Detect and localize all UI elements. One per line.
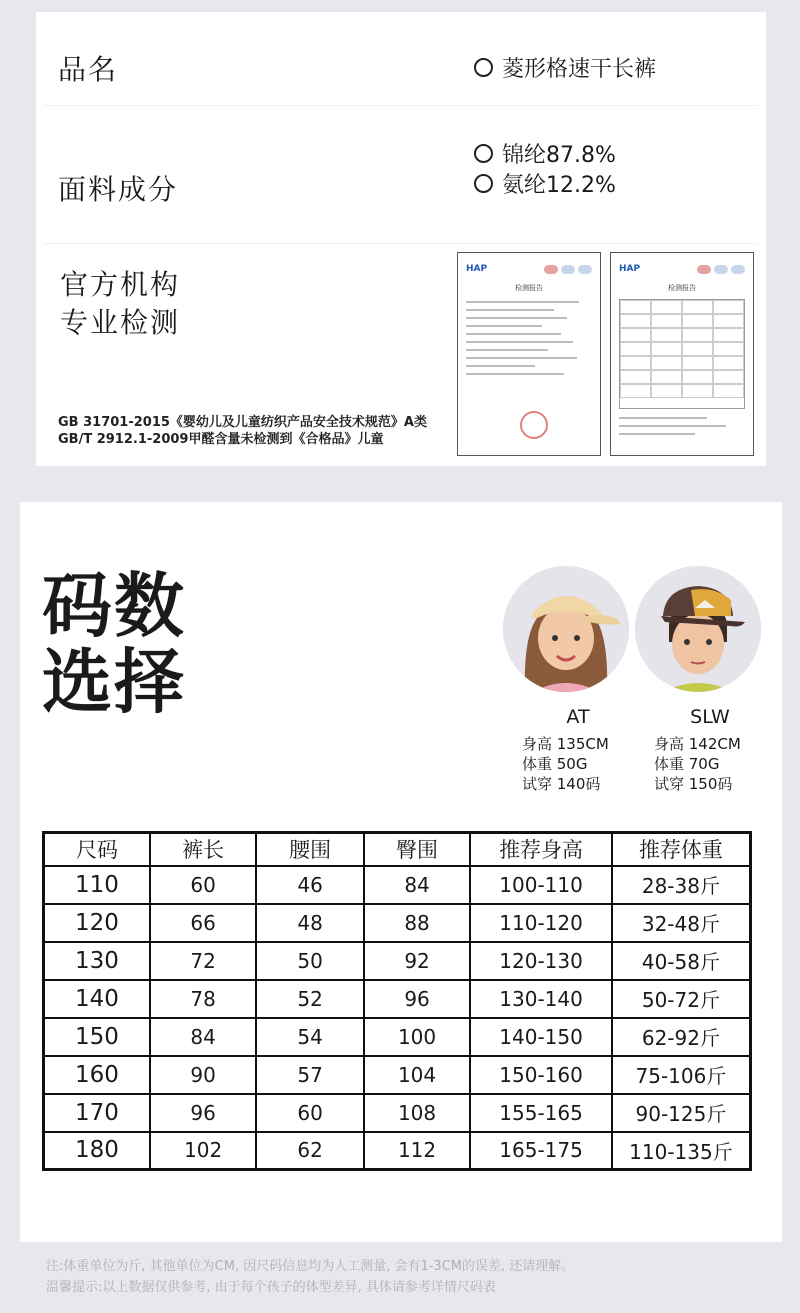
standard-line-1: GB 31701-2015《婴幼儿及儿童纺织产品安全技术规范》A类	[58, 415, 427, 430]
fabric-item-text: 氨纶12.2%	[502, 173, 616, 198]
note-line-1: 注:体重单位为斤, 其他单位为CM, 因尺码信息均为人工测量, 会有1-3CM的误差, 还请理解。	[46, 1259, 575, 1274]
table-row	[44, 1094, 751, 1132]
table-cell: 57	[256, 1056, 363, 1094]
model-card-at	[500, 566, 632, 794]
product-name-label: 品名	[58, 53, 119, 86]
size-cell: 130	[44, 942, 150, 980]
size-cell: 170	[44, 1094, 150, 1132]
table-cell: 130-140	[470, 980, 612, 1018]
table-cell: 32-48斤	[612, 904, 751, 942]
table-row	[44, 942, 751, 980]
size-cell: 160	[44, 1056, 150, 1094]
model-fit-size: 试穿 140码	[522, 775, 601, 793]
report-logo: HAP	[619, 264, 641, 274]
table-cell: 62	[256, 1132, 363, 1170]
table-cell: 72	[150, 942, 256, 980]
table-cell: 110-120	[470, 904, 612, 942]
column-header: 裤长	[150, 833, 256, 866]
size-chart-table	[42, 831, 752, 1171]
table-cell: 75-106斤	[612, 1056, 751, 1094]
table-cell: 40-58斤	[612, 942, 751, 980]
table-cell: 90	[150, 1056, 256, 1094]
column-header: 尺码	[44, 833, 150, 866]
fabric-item	[474, 168, 616, 199]
product-name-value: 菱形格速干长裤	[502, 57, 657, 82]
table-cell: 90-125斤	[612, 1094, 751, 1132]
size-selection-card	[20, 502, 782, 1242]
report-title: 检测报告	[668, 284, 696, 292]
table-cell: 112	[364, 1132, 470, 1170]
avatar	[503, 566, 629, 692]
report-logo: HAP	[466, 264, 488, 274]
fabric-row	[44, 106, 758, 244]
column-header: 臀围	[364, 833, 470, 866]
table-row	[44, 1018, 751, 1056]
size-cell: 140	[44, 980, 150, 1018]
report-results-table	[619, 299, 745, 409]
avatar	[635, 566, 761, 692]
column-header: 推荐身高	[470, 833, 612, 866]
table-cell: 92	[364, 942, 470, 980]
table-cell: 110-135斤	[612, 1132, 751, 1170]
table-cell: 48	[256, 904, 363, 942]
circle-bullet-icon	[474, 58, 493, 77]
table-cell: 46	[256, 866, 363, 904]
product-name-option	[474, 52, 656, 83]
size-title-line-2: 选择	[42, 641, 186, 723]
table-cell: 108	[364, 1094, 470, 1132]
circle-bullet-icon	[474, 144, 493, 163]
table-cell: 52	[256, 980, 363, 1018]
table-row	[44, 980, 751, 1018]
seal-stamp-icon	[520, 411, 548, 439]
size-cell: 150	[44, 1018, 150, 1056]
table-cell: 28-38斤	[612, 866, 751, 904]
table-row	[44, 1056, 751, 1094]
column-header: 腰围	[256, 833, 363, 866]
table-header-row	[44, 833, 751, 866]
table-row	[44, 866, 751, 904]
model-name: AT	[566, 706, 590, 728]
table-cell: 60	[150, 866, 256, 904]
size-cell: 180	[44, 1132, 150, 1170]
table-cell: 102	[150, 1132, 256, 1170]
column-header: 推荐体重	[612, 833, 751, 866]
table-cell: 165-175	[470, 1132, 612, 1170]
standards-text	[58, 414, 427, 448]
model-card-slw	[632, 566, 764, 794]
table-row	[44, 904, 751, 942]
test-report-image	[457, 252, 601, 456]
table-row	[44, 1132, 751, 1170]
test-report-image	[610, 252, 754, 456]
fabric-item	[474, 138, 616, 169]
model-fit-size: 试穿 150码	[654, 775, 733, 793]
model-name: SLW	[690, 706, 730, 728]
table-cell: 60	[256, 1094, 363, 1132]
table-cell: 54	[256, 1018, 363, 1056]
footnotes	[46, 1256, 574, 1298]
certification-marks	[544, 265, 592, 274]
size-table-body	[44, 866, 751, 1170]
standard-line-2: GB/T 2912.1-2009甲醛含量未检测到《合格品》儿童	[58, 432, 384, 447]
table-cell: 62-92斤	[612, 1018, 751, 1056]
model-weight: 体重 50G	[522, 755, 588, 773]
model-info	[500, 734, 632, 794]
size-title	[42, 565, 186, 723]
table-cell: 66	[150, 904, 256, 942]
model-info	[632, 734, 764, 794]
table-cell: 96	[364, 980, 470, 1018]
product-name-row	[44, 12, 758, 106]
agency-heading	[60, 266, 180, 342]
table-cell: 84	[364, 866, 470, 904]
report-text-lines	[466, 301, 592, 375]
size-title-line-1: 码数	[42, 565, 186, 647]
table-cell: 78	[150, 980, 256, 1018]
table-cell: 50	[256, 942, 363, 980]
product-info-card	[36, 12, 766, 466]
model-height: 身高 142CM	[654, 735, 741, 753]
table-cell: 84	[150, 1018, 256, 1056]
fabric-label: 面料成分	[58, 173, 179, 206]
table-cell: 88	[364, 904, 470, 942]
certification-marks	[697, 265, 745, 274]
agency-line-2: 专业检测	[60, 306, 181, 339]
model-weight: 体重 70G	[654, 755, 720, 773]
table-cell: 96	[150, 1094, 256, 1132]
size-cell: 120	[44, 904, 150, 942]
table-cell: 100	[364, 1018, 470, 1056]
table-cell: 120-130	[470, 942, 612, 980]
table-cell: 100-110	[470, 866, 612, 904]
table-cell: 150-160	[470, 1056, 612, 1094]
report-text-lines	[619, 417, 745, 435]
table-cell: 140-150	[470, 1018, 612, 1056]
note-line-2: 温馨提示:以上数据仅供参考, 由于每个孩子的体型差异, 具体请参考详情尺码表	[46, 1280, 496, 1295]
fabric-item-text: 锦纶87.8%	[502, 143, 616, 168]
table-cell: 104	[364, 1056, 470, 1094]
report-title: 检测报告	[515, 284, 543, 292]
model-height: 身高 135CM	[522, 735, 609, 753]
agency-line-1: 官方机构	[60, 268, 181, 301]
size-cell: 110	[44, 866, 150, 904]
table-cell: 50-72斤	[612, 980, 751, 1018]
table-cell: 155-165	[470, 1094, 612, 1132]
circle-bullet-icon	[474, 174, 493, 193]
